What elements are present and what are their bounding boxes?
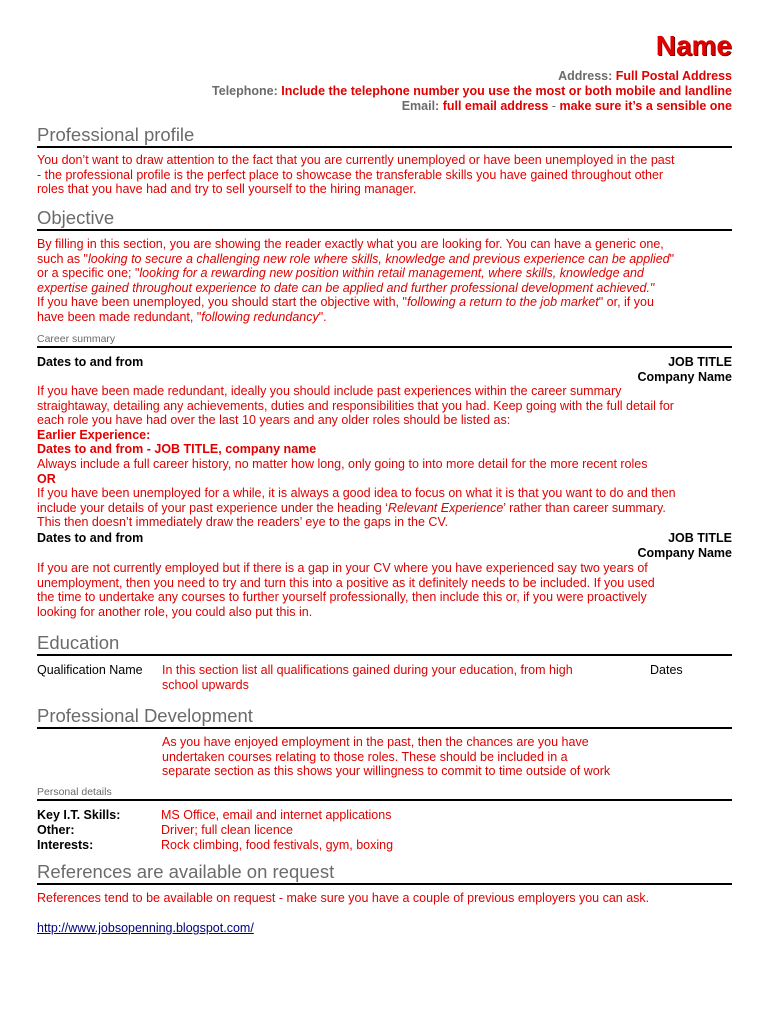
email-label: Email: xyxy=(401,99,440,113)
objective-line xyxy=(37,310,732,325)
objective-text-part: By filling in this section, you are showing the reader exactly what you are looking for. You can have a generic one, xyxy=(37,237,664,251)
profile-text xyxy=(37,153,732,197)
or-label: OR xyxy=(37,471,56,486)
objective-text-part: or a specific one; " xyxy=(37,266,140,281)
objective-example-specific: looking for a rewarding new position within retail management, where skills, knowledge and xyxy=(139,266,644,281)
career-line: If you have been made redundant, ideally you should include past experiences within the career summary xyxy=(37,384,622,398)
candidate-name: Name xyxy=(655,30,732,61)
career-job-title-1: JOB TITLE xyxy=(668,355,732,369)
development-rule xyxy=(37,727,732,729)
objective-line xyxy=(37,237,732,252)
career-job-title-2: JOB TITLE xyxy=(668,531,732,545)
objective-text-part: If you have been unemployed, you should start the objective with, " xyxy=(37,295,407,310)
profile-line: You don’t want to draw attention to the fact that you are currently unemployed or have been unemployed in the past xyxy=(37,153,675,167)
objective-rule xyxy=(37,229,732,231)
career-text-part: include your details of your past experience under the heading ‘ xyxy=(37,500,388,515)
skills-label: Key I.T. Skills: xyxy=(37,808,121,822)
development-line: undertaken courses relating to those roles. These should be included in a xyxy=(162,749,568,764)
objective-text-part: " or, if you xyxy=(598,295,654,310)
objective-heading: Objective xyxy=(37,207,115,228)
career-heading: Career summary xyxy=(37,333,116,345)
career-line: unemployment, then you need to try and turn this into a positive as it definitely needs to be included. If you used xyxy=(37,575,655,590)
career-line: Always include a full career history, no matter how long, only going to into more detail for the more recent roles xyxy=(37,456,648,471)
email-note: make sure it’s a sensible one xyxy=(559,99,732,113)
references-rule xyxy=(37,883,732,885)
career-text-1 xyxy=(37,384,732,530)
personal-rule xyxy=(37,799,732,801)
objective-example-return: following a return to the job market xyxy=(406,295,599,310)
career-company-1: Company Name xyxy=(637,370,732,384)
objective-text xyxy=(37,237,732,325)
interests-label: Interests: xyxy=(37,838,94,852)
email-value: full email address xyxy=(442,99,549,113)
email-dash: - xyxy=(551,99,556,113)
other-label: Other: xyxy=(37,823,75,837)
profile-line: roles that you have had and try to sell yourself to the hiring manager. xyxy=(37,182,417,197)
objective-example-generic: looking to secure a challenging new role where skills, knowledge and previous experience can be applied xyxy=(88,251,670,266)
career-text-2 xyxy=(37,561,732,619)
telephone-label: Telephone: xyxy=(212,84,278,98)
career-line: If you have been unemployed for a while, it is always a good idea to focus on what it is that you want to do and then xyxy=(37,486,676,501)
objective-line xyxy=(37,252,732,267)
education-heading: Education xyxy=(37,632,120,653)
address-line xyxy=(558,69,732,84)
development-line: As you have enjoyed employment in the past, then the chances are you have xyxy=(162,735,589,749)
career-rule xyxy=(37,346,732,348)
career-company-2: Company Name xyxy=(637,546,732,560)
development-text xyxy=(162,735,682,779)
references-heading: References are available on request xyxy=(37,861,335,882)
other-value: Driver; full clean licence xyxy=(161,823,293,837)
education-qualification: Qualification Name xyxy=(37,663,143,677)
career-dates-1: Dates to and from xyxy=(37,355,144,369)
objective-line xyxy=(37,266,732,281)
profile-rule xyxy=(37,146,732,148)
career-line: If you are not currently employed but if there is a gap in your CV where you have experienced say two years of xyxy=(37,561,648,575)
objective-text-part: such as " xyxy=(37,251,88,266)
development-line: separate section as this shows your willingness to commit to time outside of work xyxy=(162,764,611,779)
email-line xyxy=(402,99,732,114)
career-line xyxy=(37,501,732,516)
telephone-value: Include the telephone number you use the most or both mobile and landline xyxy=(281,84,732,98)
skills-value: MS Office, email and internet applications xyxy=(161,808,392,822)
earlier-experience-line: Dates to and from - JOB TITLE, company name xyxy=(37,442,317,457)
telephone-line xyxy=(212,84,732,99)
career-line: the time to undertake any courses to further yourself professionally, then include this or, if you were proactively xyxy=(37,590,647,605)
education-rule xyxy=(37,654,732,656)
footer-link[interactable]: http://www.jobsopenning.blogspot.com/ xyxy=(37,921,254,935)
profile-line: - the professional profile is the perfect place to showcase the transferable skills you have gained throughout other xyxy=(37,167,664,182)
address-value: Full Postal Address xyxy=(615,69,732,83)
career-line: This then doesn’t immediately draw the readers’ eye to the gaps in the CV. xyxy=(37,515,449,530)
objective-text-part: " xyxy=(669,251,675,266)
interests-value: Rock climbing, food festivals, gym, boxing xyxy=(161,838,394,852)
objective-line: expertise gained throughout experience to date can be applied and further professional development achieved." xyxy=(37,280,655,295)
career-line: straightaway, detailing any achievements, duties and responsibilities that you had. Keep going with the full detail for xyxy=(37,398,674,413)
references-text: References tend to be available on request - make sure you have a couple of previous employers you can ask. xyxy=(37,891,650,905)
profile-heading: Professional profile xyxy=(37,124,195,145)
career-dates-2: Dates to and from xyxy=(37,531,144,545)
education-description-line: In this section list all qualifications gained during your education, from high xyxy=(162,663,573,677)
personal-heading: Personal details xyxy=(37,786,112,798)
objective-text-part: have been made redundant, " xyxy=(37,309,202,324)
address-label: Address: xyxy=(558,69,613,83)
education-dates: Dates xyxy=(650,663,683,677)
career-line: each role you have had over the last 10 years and any older roles should be listed as: xyxy=(37,413,511,428)
career-line: looking for another role, you could also put this in. xyxy=(37,604,313,619)
career-text-part: ’ rather than career summary. xyxy=(503,500,666,515)
earlier-experience-label: Earlier Experience: xyxy=(37,427,151,442)
education-description xyxy=(162,663,632,692)
relevant-experience-term: Relevant Experience xyxy=(387,500,504,515)
education-description-line: school upwards xyxy=(162,677,249,692)
development-heading: Professional Development xyxy=(37,705,253,726)
objective-text-part: ". xyxy=(318,309,327,324)
objective-line xyxy=(37,295,732,310)
objective-example-redundancy: following redundancy xyxy=(201,309,319,324)
